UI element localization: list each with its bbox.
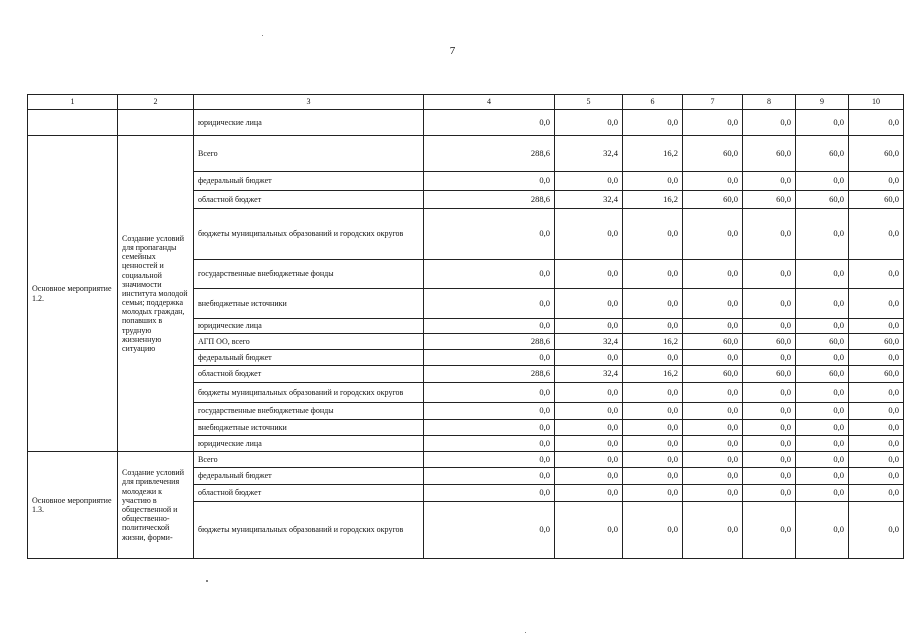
amount-cell: 0,0	[796, 260, 849, 289]
column-header: 8	[743, 95, 796, 110]
amount-cell: 60,0	[683, 136, 743, 172]
amount-cell: 32,4	[555, 334, 623, 350]
amount-cell: 0,0	[796, 452, 849, 468]
column-header: 3	[194, 95, 424, 110]
amount-cell: 0,0	[796, 420, 849, 436]
amount-cell: 0,0	[683, 319, 743, 334]
amount-cell: 288,6	[424, 366, 555, 383]
amount-cell: 0,0	[683, 289, 743, 319]
header-row	[28, 95, 904, 110]
amount-cell: 0,0	[796, 209, 849, 260]
column-header: 7	[683, 95, 743, 110]
budget-table	[27, 94, 904, 559]
funding-source: внебюджетные источники	[194, 289, 424, 319]
amount-cell: 0,0	[743, 319, 796, 334]
amount-cell: 0,0	[623, 260, 683, 289]
amount-cell: 0,0	[623, 452, 683, 468]
amount-cell: 60,0	[796, 334, 849, 350]
amount-cell: 0,0	[683, 420, 743, 436]
amount-cell: 16,2	[623, 136, 683, 172]
amount-cell: 60,0	[849, 334, 904, 350]
amount-cell: 0,0	[743, 436, 796, 452]
amount-cell: 0,0	[424, 420, 555, 436]
funding-source: АГП ОО, всего	[194, 334, 424, 350]
amount-cell: 0,0	[849, 172, 904, 191]
funding-source: Всего	[194, 452, 424, 468]
amount-cell: 0,0	[623, 319, 683, 334]
amount-cell: 0,0	[743, 289, 796, 319]
amount-cell: 0,0	[555, 289, 623, 319]
amount-cell: 0,0	[743, 452, 796, 468]
amount-cell: 60,0	[743, 366, 796, 383]
amount-cell: 0,0	[849, 289, 904, 319]
amount-cell: 0,0	[683, 110, 743, 136]
table-header	[28, 95, 904, 110]
amount-cell: 0,0	[796, 319, 849, 334]
amount-cell: 0,0	[683, 260, 743, 289]
amount-cell: 32,4	[555, 191, 623, 209]
amount-cell: 0,0	[796, 172, 849, 191]
scan-speck	[525, 632, 526, 633]
amount-cell: 0,0	[849, 209, 904, 260]
amount-cell: 0,0	[796, 436, 849, 452]
amount-cell: 0,0	[796, 468, 849, 485]
amount-cell: 0,0	[424, 502, 555, 559]
amount-cell: 0,0	[849, 110, 904, 136]
amount-cell: 0,0	[796, 110, 849, 136]
funding-source: государственные внебюджетные фонды	[194, 260, 424, 289]
funding-source: бюджеты муниципальных образований и городских округов	[194, 209, 424, 260]
amount-cell: 0,0	[424, 485, 555, 502]
amount-cell: 0,0	[424, 350, 555, 366]
event-name: Основное мероприятие 1.2.	[28, 136, 118, 452]
funding-source: бюджеты муниципальных образований и городских округов	[194, 502, 424, 559]
amount-cell: 0,0	[683, 172, 743, 191]
amount-cell: 16,2	[623, 366, 683, 383]
amount-cell: 0,0	[849, 436, 904, 452]
amount-cell: 0,0	[849, 350, 904, 366]
amount-cell: 0,0	[683, 502, 743, 559]
amount-cell: 0,0	[623, 468, 683, 485]
amount-cell: 0,0	[743, 420, 796, 436]
amount-cell: 60,0	[796, 366, 849, 383]
funding-source: федеральный бюджет	[194, 172, 424, 191]
funding-source: юридические лица	[194, 436, 424, 452]
amount-cell: 0,0	[555, 350, 623, 366]
page-number: 7	[449, 45, 456, 57]
event-name: Основное мероприятие 1.3.	[28, 452, 118, 559]
column-header: 4	[424, 95, 555, 110]
funding-source: юридические лица	[194, 319, 424, 334]
amount-cell: 0,0	[623, 403, 683, 420]
amount-cell: 0,0	[683, 452, 743, 468]
funding-source: государственные внебюджетные фонды	[194, 403, 424, 420]
funding-source: федеральный бюджет	[194, 468, 424, 485]
funding-source: бюджеты муниципальных образований и городских округов	[194, 383, 424, 403]
amount-cell: 32,4	[555, 366, 623, 383]
funding-source: Всего	[194, 136, 424, 172]
amount-cell: 0,0	[849, 468, 904, 485]
column-header: 5	[555, 95, 623, 110]
table-row	[28, 110, 904, 136]
amount-cell: 0,0	[796, 403, 849, 420]
amount-cell: 0,0	[743, 403, 796, 420]
amount-cell: 288,6	[424, 136, 555, 172]
amount-cell: 0,0	[683, 436, 743, 452]
event-description: Создание условий для пропаганды семейных ценностей и социальной значимости института молодой семьи; поддержка молодых граждан, попавших в трудную жизненную ситуацию	[118, 136, 194, 452]
amount-cell: 0,0	[555, 420, 623, 436]
amount-cell: 0,0	[623, 350, 683, 366]
amount-cell: 0,0	[424, 436, 555, 452]
column-header: 10	[849, 95, 904, 110]
amount-cell: 0,0	[555, 403, 623, 420]
amount-cell: 0,0	[555, 468, 623, 485]
amount-cell: 60,0	[743, 136, 796, 172]
amount-cell: 60,0	[849, 366, 904, 383]
amount-cell: 0,0	[743, 383, 796, 403]
amount-cell: 0,0	[743, 485, 796, 502]
amount-cell: 60,0	[796, 191, 849, 209]
amount-cell: 0,0	[555, 383, 623, 403]
amount-cell: 0,0	[623, 502, 683, 559]
table-row	[28, 136, 904, 172]
amount-cell: 0,0	[555, 502, 623, 559]
amount-cell: 0,0	[743, 502, 796, 559]
column-header: 9	[796, 95, 849, 110]
amount-cell: 60,0	[743, 191, 796, 209]
amount-cell: 0,0	[623, 172, 683, 191]
amount-cell: 16,2	[623, 334, 683, 350]
amount-cell: 0,0	[743, 350, 796, 366]
amount-cell: 288,6	[424, 334, 555, 350]
column-header: 1	[28, 95, 118, 110]
amount-cell: 0,0	[424, 468, 555, 485]
amount-cell: 0,0	[743, 260, 796, 289]
amount-cell: 0,0	[849, 319, 904, 334]
amount-cell: 0,0	[555, 172, 623, 191]
amount-cell: 60,0	[796, 136, 849, 172]
amount-cell: 0,0	[849, 502, 904, 559]
amount-cell: 0,0	[796, 502, 849, 559]
event-description: Создание условий для привлечения молодежи к участию в общественной и общественно-политической жизни, форми-	[118, 452, 194, 559]
amount-cell: 0,0	[743, 209, 796, 260]
amount-cell: 0,0	[424, 110, 555, 136]
amount-cell: 0,0	[424, 319, 555, 334]
amount-cell: 0,0	[796, 485, 849, 502]
amount-cell: 0,0	[683, 209, 743, 260]
table-row	[28, 452, 904, 468]
amount-cell: 0,0	[743, 110, 796, 136]
empty-cell	[28, 110, 118, 136]
amount-cell: 0,0	[555, 436, 623, 452]
amount-cell: 0,0	[424, 403, 555, 420]
amount-cell: 0,0	[623, 436, 683, 452]
amount-cell: 32,4	[555, 136, 623, 172]
amount-cell: 60,0	[849, 136, 904, 172]
scan-speck	[206, 580, 208, 582]
amount-cell: 0,0	[849, 260, 904, 289]
funding-source: юридические лица	[194, 110, 424, 136]
amount-cell: 0,0	[623, 209, 683, 260]
amount-cell: 0,0	[623, 110, 683, 136]
amount-cell: 0,0	[849, 403, 904, 420]
amount-cell: 60,0	[683, 191, 743, 209]
funding-source: внебюджетные источники	[194, 420, 424, 436]
amount-cell: 0,0	[849, 452, 904, 468]
amount-cell: 0,0	[796, 383, 849, 403]
amount-cell: 0,0	[623, 420, 683, 436]
funding-source: областной бюджет	[194, 191, 424, 209]
amount-cell: 60,0	[849, 191, 904, 209]
amount-cell: 0,0	[555, 452, 623, 468]
amount-cell: 0,0	[623, 289, 683, 319]
column-header: 2	[118, 95, 194, 110]
amount-cell: 60,0	[683, 334, 743, 350]
amount-cell: 0,0	[683, 403, 743, 420]
funding-source: областной бюджет	[194, 485, 424, 502]
funding-source: федеральный бюджет	[194, 350, 424, 366]
amount-cell: 0,0	[555, 319, 623, 334]
amount-cell: 0,0	[555, 110, 623, 136]
amount-cell: 60,0	[683, 366, 743, 383]
scan-speck	[262, 35, 263, 36]
amount-cell: 0,0	[555, 209, 623, 260]
amount-cell: 0,0	[743, 468, 796, 485]
amount-cell: 0,0	[623, 383, 683, 403]
amount-cell: 0,0	[424, 452, 555, 468]
amount-cell: 0,0	[683, 485, 743, 502]
amount-cell: 16,2	[623, 191, 683, 209]
amount-cell: 0,0	[683, 383, 743, 403]
amount-cell: 0,0	[796, 289, 849, 319]
amount-cell: 0,0	[743, 172, 796, 191]
amount-cell: 0,0	[849, 485, 904, 502]
amount-cell: 0,0	[623, 485, 683, 502]
amount-cell: 60,0	[743, 334, 796, 350]
amount-cell: 0,0	[683, 468, 743, 485]
amount-cell: 0,0	[555, 260, 623, 289]
column-header: 6	[623, 95, 683, 110]
amount-cell: 288,6	[424, 191, 555, 209]
amount-cell: 0,0	[683, 350, 743, 366]
amount-cell: 0,0	[555, 485, 623, 502]
table-body	[28, 110, 904, 559]
amount-cell: 0,0	[424, 209, 555, 260]
amount-cell: 0,0	[424, 172, 555, 191]
amount-cell: 0,0	[796, 350, 849, 366]
funding-source: областной бюджет	[194, 366, 424, 383]
amount-cell: 0,0	[424, 260, 555, 289]
amount-cell: 0,0	[424, 383, 555, 403]
amount-cell: 0,0	[849, 383, 904, 403]
amount-cell: 0,0	[849, 420, 904, 436]
empty-cell	[118, 110, 194, 136]
amount-cell: 0,0	[424, 289, 555, 319]
